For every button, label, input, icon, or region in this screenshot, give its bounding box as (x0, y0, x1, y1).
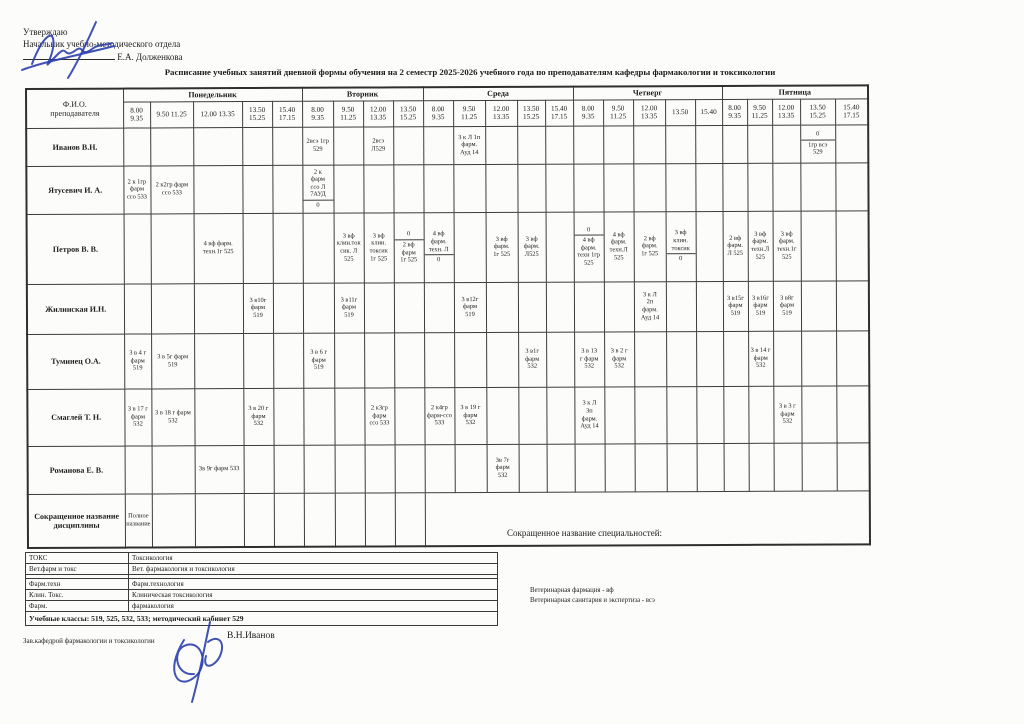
schedule-cell: 3 в11г фарм 519 (334, 283, 364, 333)
schedule-cell (151, 283, 194, 333)
schedule-cell (802, 442, 837, 490)
schedule-cell (696, 211, 723, 281)
teacher-name: Петров В. В. (27, 214, 124, 284)
schedule-cell (723, 386, 748, 443)
schedule-cell (486, 282, 518, 332)
signature-underline (23, 50, 115, 60)
schedule-cell (665, 125, 695, 163)
specialties-title: Сокращенное название специальностей: (507, 528, 663, 538)
schedule-cell (835, 162, 868, 210)
schedule-cell: 3 к Л 2п фарм. Ауд 14 (634, 281, 666, 331)
abbrev-short: Фарм.техн (26, 579, 129, 590)
schedule-cell (545, 164, 573, 212)
time-slot: 12.00 13.35 (193, 101, 242, 127)
schedule-cell (394, 387, 424, 444)
schedule-cell (273, 333, 303, 388)
abbrev-full: Токсикология (129, 553, 498, 564)
schedule-cell (574, 281, 604, 331)
schedule-cell (486, 332, 518, 387)
schedule-cell (395, 492, 425, 546)
schedule-cell-top: 4 вф фарм. техн. Л (424, 230, 453, 256)
approval-line1: Утверждаю (23, 27, 68, 37)
time-slot: 13.50 15.25 (800, 98, 835, 124)
approval-line2: Начальник учебно-методического отдела (23, 39, 181, 49)
schedule-cell: 3 вф фарм. техн.Л 525 (748, 211, 773, 281)
day-header-friday: Пятница (722, 85, 868, 99)
abbrev-full: Фарм.технология (129, 579, 498, 590)
schedule-cell (273, 388, 303, 445)
schedule-cell (666, 281, 696, 331)
page-title: Расписание учебных занятий дневной формы обучения на 2 семестр 2025-2026 учебного года по преподавателям кафедры фармакологии и токсикологии (164, 67, 776, 77)
schedule-table (25, 84, 871, 549)
time-slot: 15.40 17.15 (272, 101, 302, 127)
schedule-cell (193, 165, 242, 213)
schedule-cell (272, 127, 302, 165)
schedule-cell: 3 в 17 г фарм 532 (124, 388, 151, 445)
schedule-cell (723, 331, 748, 386)
schedule-cell (395, 444, 425, 492)
time-slot: 9.50 11.25 (747, 99, 772, 125)
schedule-cell (696, 386, 723, 443)
schedule-cell (455, 444, 487, 492)
schedule-cell (604, 386, 634, 443)
schedule-cell: 3в 7г фарм 532 (487, 444, 519, 492)
time-slot: 8.00 9.35 (722, 99, 747, 125)
schedule-cell (151, 213, 194, 283)
schedule-cell (394, 212, 424, 282)
schedule-cell (575, 443, 605, 491)
schedule-cell: 3 к Л 3п фарм. Ауд 14 (574, 386, 604, 443)
time-slot: 15.40 17.15 (835, 98, 868, 124)
schedule-cell (801, 330, 836, 385)
schedule-cell: 3 вф фарм. техн.1г 525 (773, 211, 801, 281)
department-head-label: Зав.кафедрой фармакологии и токсикологии (23, 637, 155, 645)
schedule-cell (800, 162, 835, 210)
schedule-cell (364, 332, 394, 387)
schedule-cell (242, 165, 272, 213)
schedule-cell (666, 386, 696, 443)
approval-signature-line (23, 50, 182, 63)
schedule-cell-bottom: 4 вф фарм. техн 1гр 525 (577, 236, 601, 267)
schedule-cell: 3 в 3 г фарм 532 (773, 386, 801, 443)
abbreviations-area (25, 552, 498, 626)
schedule-cell (633, 125, 665, 163)
teacher-name: Иванов В.Н. (26, 128, 123, 166)
schedule-cell (695, 163, 722, 211)
schedule-cell: 3 в15г фарм 519 (723, 281, 748, 331)
time-slot: 12.00 13.35 (772, 99, 800, 125)
schedule-cell (424, 282, 454, 332)
abbreviations-table (25, 552, 498, 626)
abbrev-discipline-label: Сокращенное название дисциплины (28, 494, 125, 548)
schedule-cell (363, 164, 393, 212)
schedule-cell: 3 в 13 г фарм 532 (574, 331, 604, 386)
schedule-cell (194, 283, 243, 333)
schedule-cell: 2 к4гр фарм-ссо 533 (424, 387, 454, 444)
schedule-cell (333, 165, 363, 213)
schedule-area (25, 84, 871, 549)
schedule-cell (334, 388, 364, 445)
time-slot: 13.50 15.25 (242, 101, 272, 127)
schedule-cell (194, 388, 243, 445)
schedule-cell: 3 в16г фарм 519 (748, 281, 773, 331)
schedule-cell: 2 к3гр фарм ссо 533 (364, 387, 394, 444)
schedule-cell (274, 493, 304, 547)
schedule-cell: 2 вф фарм. Л 525 (723, 211, 748, 281)
schedule-cell (393, 126, 423, 164)
schedule-cell: 4 вф фарм. техн.1г 525 (194, 213, 243, 283)
schedule-cell-bottom: 0 (316, 201, 320, 209)
teacher-name: Смаглей Т. Н. (27, 389, 124, 446)
schedule-cell: 2 вф фарм. 1г 525 (634, 211, 666, 281)
schedule-cell (774, 443, 802, 491)
schedule-cell-bottom: 2 вф фарм 1г 525 (400, 241, 418, 264)
schedule-cell (546, 332, 574, 387)
time-slot: 8.00 9.35 (302, 101, 333, 127)
time-slot: 15.40 (695, 99, 722, 125)
schedule-cell (573, 125, 603, 163)
approver-name: Е.А. Долженкова (117, 52, 183, 62)
schedule-cell (335, 445, 365, 493)
teacher-name: Романова Е. В. (28, 446, 125, 494)
schedule-cell (517, 164, 545, 212)
time-slot: 12.00 13.35 (633, 99, 665, 125)
schedule-cell: 3 в10г фарм 519 (243, 283, 273, 333)
schedule-cell: 3 в1г фарм 532 (518, 332, 546, 387)
schedule-cell (748, 386, 773, 443)
day-header-thursday: Четверг (573, 86, 722, 100)
time-slot: 9.50 11.25 (333, 101, 363, 127)
schedule-cell-top: 2 к фарм ссо Л 7АУД (303, 167, 333, 200)
schedule-cell (724, 443, 749, 491)
schedule-cell (193, 127, 242, 165)
department-head-name: В.Н.Иванов (227, 631, 275, 641)
schedule-cell (634, 386, 666, 443)
schedule-cell (425, 444, 455, 492)
schedule-cell (545, 126, 573, 164)
schedule-cell-bottom: 1гр всэ 529 (808, 141, 828, 156)
time-slot: 8.00 9.35 (423, 100, 453, 126)
schedule-cell-top: 0 (801, 130, 835, 141)
schedule-cell (603, 163, 633, 211)
schedule-cell (194, 333, 243, 388)
schedule-cell (273, 283, 303, 333)
schedule-cell (244, 493, 274, 547)
schedule-cell (394, 282, 424, 332)
schedule-cell-top: 3 вф клин. токсик (666, 228, 695, 254)
schedule-cell (547, 444, 575, 492)
schedule-cell (365, 492, 395, 546)
schedule-cell: 3 в 4 г фарм 519 (124, 333, 151, 388)
schedule-cell (485, 164, 517, 212)
abbrev-short: ТОКС (26, 553, 129, 564)
schedule-cell (546, 387, 574, 444)
schedule-cell (836, 330, 869, 385)
day-header-wednesday: Среда (423, 87, 573, 101)
schedule-cell: 3 вф клин. токсик 1г 525 (364, 212, 394, 282)
schedule-cell (635, 443, 667, 491)
time-slot: 12.00 13.35 (363, 100, 393, 126)
schedule-cell: 3 в 18 г фарм 532 (151, 388, 194, 445)
schedule-cell (303, 388, 334, 445)
time-slot: 15.40 17.15 (545, 100, 573, 126)
time-slot: 8.00 9.35 (123, 101, 150, 127)
day-header-monday: Понедельник (123, 88, 302, 102)
time-slot: 9.50 11.25 (603, 99, 633, 125)
schedule-cell (303, 213, 334, 283)
schedule-cell (634, 331, 666, 386)
specialties-list (530, 586, 655, 605)
schedule-cell: 2 к2гр фарм ссо 533 (150, 165, 193, 213)
schedule-cell: 3 в8г фарм 519 (773, 281, 801, 331)
schedule-cell: 3 к Л 1п фарм. Ауд 14 (453, 126, 485, 164)
schedule-cell (519, 444, 547, 492)
schedule-cell (837, 442, 870, 490)
schedule-cell (486, 387, 518, 444)
schedule-cell (424, 332, 454, 387)
department-head-signature-icon (150, 612, 260, 707)
schedule-cell (836, 385, 869, 442)
schedule-cell (424, 212, 454, 282)
schedule-cell (123, 127, 150, 165)
schedule-cell (423, 126, 453, 164)
schedule-cell: 3 в 5г фарм 519 (151, 333, 194, 388)
schedule-cell (573, 163, 603, 211)
schedule-cell (801, 280, 836, 330)
schedule-cell (666, 331, 696, 386)
schedule-cell (365, 444, 395, 492)
fio-header: Ф.И.О. преподавателя (26, 89, 123, 128)
schedule-cell (124, 213, 151, 283)
schedule-cell (574, 211, 604, 281)
schedule-cell (773, 331, 801, 386)
schedule-cell (272, 165, 302, 213)
schedule-cell (454, 332, 486, 387)
schedule-cell (697, 443, 724, 491)
schedule-cell (152, 493, 195, 547)
schedule-cell (485, 126, 517, 164)
time-slot: 12.00 13.35 (485, 100, 517, 126)
time-slot: 13.50 15.25 (393, 100, 423, 126)
schedule-cell (333, 127, 363, 165)
time-slot: 13.50 (665, 99, 695, 125)
classrooms-note: Учебные классы: 519, 525, 532, 533; методический кабинет 529 (26, 612, 498, 626)
time-slot: 9.50 11.25 (150, 101, 193, 127)
abbrev-full: фармакология (129, 601, 498, 612)
schedule-cell (722, 125, 747, 163)
schedule-cell (125, 445, 152, 493)
schedule-cell (801, 210, 836, 280)
teacher-name: Ятусевич И. А. (26, 166, 123, 214)
schedule-cell: 3 вф фарм. 1г 525 (486, 212, 518, 282)
abbrev-full: Вет. фармакология и токсикология (129, 564, 498, 575)
schedule-cell (124, 283, 151, 333)
time-slot: 9.50 11.25 (453, 100, 485, 126)
schedule-cell (667, 443, 697, 491)
schedule-cell (518, 282, 546, 332)
schedule-cell (302, 165, 333, 213)
schedule-cell (453, 164, 485, 212)
teacher-name: Жилинская И.Н. (27, 284, 124, 334)
schedule-cell (836, 210, 869, 280)
schedule-cell (747, 163, 772, 211)
schedule-cell: 3 в 6 г фарм 519 (303, 333, 334, 388)
schedule-cell: 3 в12г фарм 519 (454, 282, 486, 332)
schedule-cell (603, 125, 633, 163)
schedule-cell (150, 127, 193, 165)
specialty-item: Ветеринарная санитария и экспертиза - всэ (530, 596, 655, 604)
approval-block (23, 26, 182, 63)
schedule-cell-top: 0 (394, 230, 423, 241)
abbrev-short: Клин. Токс. (26, 590, 129, 601)
schedule-cell (696, 281, 723, 331)
schedule-cell (394, 332, 424, 387)
schedule-cell (696, 331, 723, 386)
schedule-cell (749, 443, 774, 491)
abbrev-short: Фарм. (26, 601, 129, 612)
schedule-cell (666, 211, 696, 281)
schedule-cell (244, 445, 274, 493)
schedule-cell: 4 вф фарм. техн.Л 525 (604, 211, 634, 281)
schedule-cell (546, 282, 574, 332)
schedule-cell (152, 445, 195, 493)
schedule-cell (836, 280, 869, 330)
schedule-cell: 2всэ Л529 (363, 126, 393, 164)
time-slot: 8.00 9.35 (573, 99, 603, 125)
schedule-cell (772, 125, 800, 163)
specialty-item: Ветеринарная фармация - вф (530, 587, 614, 594)
schedule-cell-top: 0 (574, 225, 603, 236)
schedule-cell (423, 164, 453, 212)
schedule-cell (393, 164, 423, 212)
schedule-cell (665, 163, 695, 211)
schedule-cell (243, 333, 273, 388)
schedule-cell: 3 в 20 г фарм 532 (243, 388, 273, 445)
schedule-cell (835, 124, 868, 162)
schedule-cell (304, 493, 335, 547)
full-name-cell: Полное название (125, 493, 152, 547)
schedule-cell: 2всэ 1гр 529 (302, 127, 333, 165)
schedule-cell (274, 445, 304, 493)
schedule-cell: 3в 9г фарм 533 (195, 445, 244, 493)
schedule-cell (695, 125, 722, 163)
schedule-cell (801, 385, 836, 442)
schedule-cell-bottom: 0 (679, 255, 683, 263)
schedule-cell: 3 вф клин.ток сик. Л 525 (334, 213, 364, 283)
schedule-cell (273, 213, 303, 283)
schedule-cell (364, 282, 394, 332)
schedule-cell (772, 163, 800, 211)
schedule-cell (604, 281, 634, 331)
schedule-cell: 3 в 14 г фарм 532 (748, 331, 773, 386)
abbrev-full: Клиническая токсикология (129, 590, 498, 601)
schedule-cell-bottom: 0 (437, 256, 441, 264)
schedule-cell: 3 в 2 г фарм 532 (604, 331, 634, 386)
schedule-cell (800, 124, 835, 162)
schedule-cell (454, 212, 486, 282)
schedule-cell (747, 125, 772, 163)
schedule-cell (243, 213, 273, 283)
schedule-cell (633, 163, 665, 211)
time-slot: 13.50 15.25 (517, 100, 545, 126)
schedule-cell (722, 163, 747, 211)
schedule-cell (242, 127, 272, 165)
schedule-cell (517, 126, 545, 164)
schedule-cell: 2 к 1гр фарм ссо 533 (123, 165, 150, 213)
schedule-cell (304, 445, 335, 493)
schedule-cell: 3 в 19 г фарм 532 (454, 387, 486, 444)
schedule-cell (335, 493, 365, 547)
abbrev-short: Вет.фарм и токс (26, 564, 129, 575)
schedule-cell: 3 вф фарм. Л525 (518, 212, 546, 282)
schedule-cell (195, 493, 244, 547)
schedule-cell (334, 333, 364, 388)
schedule-cell (518, 387, 546, 444)
schedule-cell (303, 283, 334, 333)
schedule-cell (546, 212, 574, 282)
teacher-name: Туминец О.А. (27, 334, 124, 389)
schedule-cell (605, 443, 635, 491)
day-header-tuesday: Вторник (302, 87, 423, 101)
